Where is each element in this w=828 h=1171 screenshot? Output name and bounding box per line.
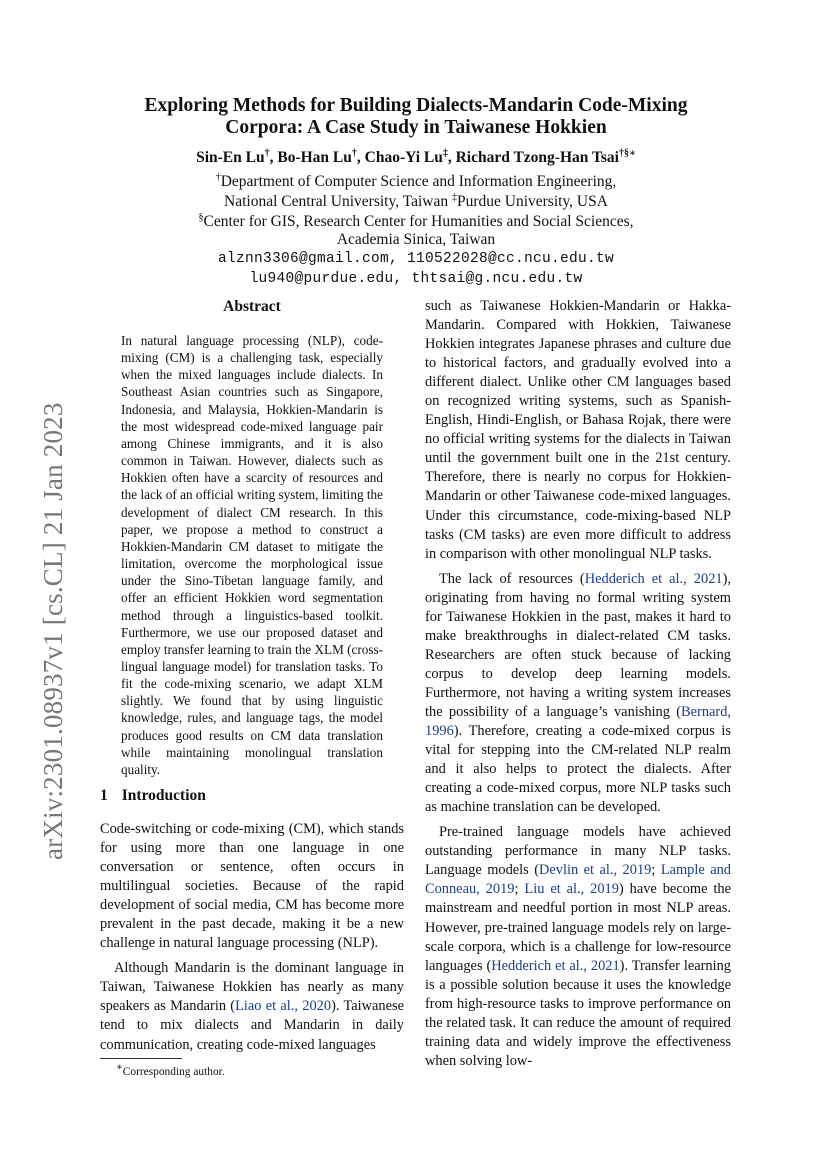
section-number: 1 <box>100 787 108 804</box>
affiliation-text: National Central University, Taiwan <box>224 193 452 211</box>
paragraph-text: ) have become the mainstream and needful portion in most NLP areas. However, pre-trained language models rely on large-scale corpora, which is a challenge for low-resource languages ( <box>425 881 731 974</box>
citation-separator: ; <box>514 881 525 898</box>
author-name: Chao-Yi Lu <box>364 149 443 167</box>
citation-link[interactable]: Bernard, 1996 <box>425 703 731 740</box>
citation-link[interactable]: Hedderich et al., 2021 <box>491 957 620 974</box>
affiliation-mark: † <box>215 172 221 183</box>
citation-separator: ; <box>651 862 661 879</box>
affiliation-line-3 <box>100 212 732 231</box>
footnote <box>116 1062 225 1078</box>
paragraph-text: ), originating from having no formal writing system for Taiwanese Hokkien in the past, makes it hard to make breakthroughs in dialect-related CM tasks. Researchers are often stuck because of lacking corpus to develop deep learning models. Furthermore, not having a writing system increases the possibility of a language’s vanishing ( <box>425 570 731 720</box>
intro-paragraph-1: Code-switching or code-mixing (CM), which stands for using more than one language in one conversation or sentence, often occurs in multilingual societies. Because of the rapid development of social media, CM has become more prevalent in the past decade, making it be a new challenge in natural language processing (NLP). <box>100 821 404 952</box>
author-name: Bo-Han Lu <box>277 149 352 167</box>
citation-link[interactable]: Devlin et al., 2019 <box>539 862 652 879</box>
right-column-body <box>425 297 731 1071</box>
author-name: Sin-En Lu <box>196 149 265 167</box>
affiliation-text: Purdue University, USA <box>456 193 608 211</box>
paragraph-text: ). Transfer learning is a possible solution because it uses the knowledge from high-resource tasks to improve performance on the related task. It can reduce the amount of required training data and widely improve the effectiveness when solving low- <box>425 957 731 1069</box>
arxiv-identifier: arXiv:2301.08937v1 [cs.CL] 21 Jan 2023 <box>38 402 68 860</box>
affiliation-mark: § <box>198 212 204 223</box>
affiliation-line-4: Academia Sinica, Taiwan <box>336 231 496 248</box>
abstract-body: In natural language processing (NLP), code-mixing (CM) is a challenging task, especially when the mixed languages include dialects. In Southeast Asian countries such as Singapore, Indonesia, and Malaysia, Hokkien-Mandarin is the most widespread code-mixed language pair among Chinese immigrants, and it is also common in Taiwan. However, dialects such as Hokkien often have a scarcity of resources and the lack of an official writing system, limiting the development of dialect CM research. In this paper, we propose a method to construct a Hokkien-Mandarin CM dataset to mitigate the limitation, overcome the morphological issue under the Sino-Tibetan language family, and offer an efficient Hokkien word segmentation method through a linguistics-based toolkit. Furthermore, we use our proposed dataset and employ transfer learning to train the XLM (cross-lingual language model) for translation tasks. To fit the code-mixing scenario, we adapt XLM slightly. We found that by using linguistic knowledge, rules, and language tags, the model produces good results on CM data translation while maintaining monolingual translation quality. <box>121 333 383 777</box>
abstract-heading: Abstract <box>223 298 281 315</box>
paper-title <box>100 95 732 139</box>
paragraph-2-rest: such as Taiwanese Hokkien-Mandarin or Hakka-Mandarin. Compared with Hokkien, Taiwanese Hokkien integrates Japanese phrases and culture due to historical factors, and gradually evolved into a different dialect. Unlike other CM languages based on recognized writing systems, such as Spanish-English, Hindi-English, or Bahasa Rojak, there were no official writing systems for the dialects in Taiwan until the government built one in the 21st century. Therefore, there is nearly no corpus for Hokkien-Mandarin or other Taiwanese code-mixed languages. Under this circumstance, code-mixing-based NLP tasks (CM tasks) are even more difficult to address in comparison with other monolingual NLP tasks. <box>425 298 731 562</box>
email-line-1: alznn3306@gmail.com, 110522028@cc.ncu.edu.tw <box>217 251 615 267</box>
email-line-2: lu940@purdue.edu, thtsai@g.ncu.edu.tw <box>249 271 583 287</box>
citation-link[interactable]: Liu et al., 2019 <box>524 881 619 898</box>
section-heading <box>100 787 206 805</box>
left-column-body <box>100 820 404 1055</box>
footnote-text: Corresponding author. <box>122 1065 225 1078</box>
affiliation-text: Department of Computer Science and Information Engineering, <box>220 173 617 191</box>
author-mark: ‡ <box>442 148 448 159</box>
title-line-2: Corpora: A Case Study in Taiwanese Hokkien <box>225 117 607 138</box>
citation-link[interactable]: Hedderich et al., 2021 <box>584 570 723 587</box>
affiliation-line-2 <box>100 192 732 211</box>
arxiv-stamp <box>18 370 68 860</box>
intro-paragraph-4 <box>425 823 731 1071</box>
paragraph-text: The lack of resources ( <box>439 570 585 587</box>
title-line-1: Exploring Methods for Building Dialects-Mandarin Code-Mixing <box>144 95 688 116</box>
paragraph-text: Although Mandarin is the dominant language in Taiwan, Taiwanese Hokkien has nearly as many speakers as Mandarin ( <box>100 960 404 1015</box>
section-title: Introduction <box>121 787 206 804</box>
footnote-rule <box>100 1058 182 1059</box>
footnote-mark: ∗ <box>116 1062 123 1073</box>
author-mark: † <box>351 148 357 159</box>
paragraph-text: ). Therefore, creating a code-mixed corpus is vital for stepping into the CM-related NLP realm and it also helps to protect the dialects. After creating a code-mixed corpus, more NLP tasks such as machine translation can be developed. <box>425 723 731 816</box>
author-list: Sin-En Lu†, Bo-Han Lu†, Chao-Yi Lu‡, Richard Tzong-Han Tsai†§∗ <box>196 148 636 167</box>
author-mark: †§∗ <box>618 148 636 159</box>
author-mark: † <box>264 148 270 159</box>
affiliation-text: Center for GIS, Research Center for Humanities and Social Sciences, <box>203 213 634 231</box>
author-name: Richard Tzong-Han Tsai <box>455 149 619 167</box>
citation-link[interactable]: Liao et al., 2020 <box>235 998 332 1015</box>
affiliation-line-1 <box>100 172 732 191</box>
intro-paragraph-2 <box>100 959 404 1054</box>
intro-paragraph-2-continued <box>425 297 731 564</box>
intro-paragraph-3 <box>425 570 731 818</box>
citation-link[interactable]: Lample and Conneau, 2019 <box>425 862 732 898</box>
paragraph-text: Pre-trained language models have achieved outstanding performance in many NLP tasks. Language models ( <box>425 824 731 879</box>
paragraph-text-continued: ). Taiwanese tend to mix dialects and Mandarin in daily communication, creating code-mixed languages <box>100 998 404 1053</box>
affiliation-mark: ‡ <box>451 192 457 203</box>
